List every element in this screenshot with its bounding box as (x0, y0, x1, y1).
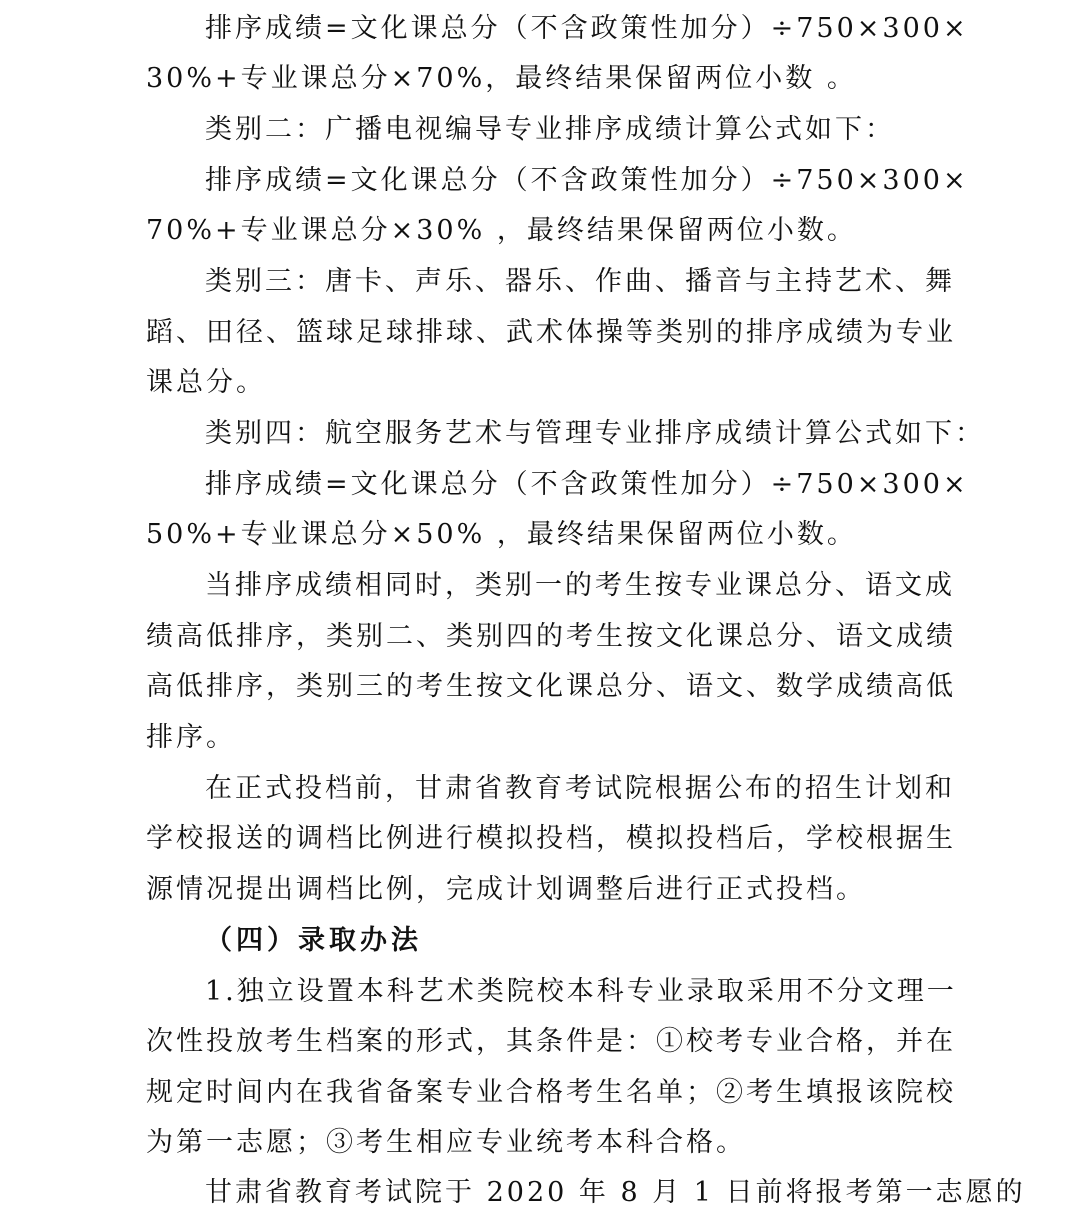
paragraph-line: 30%+专业课总分×70%，最终结果保留两位小数 。 (146, 63, 857, 94)
paragraph-line: 1.独立设置本科艺术类院校本科专业录取采用不分文理一 (205, 976, 957, 1007)
paragraph-line: 绩高低排序，类别二、类别四的考生按文化课总分、语文成绩 (146, 621, 956, 652)
paragraph-line: 甘肃省教育考试院于 2020 年 8 月 1 日前将报考第一志愿的 (205, 1177, 1026, 1208)
paragraph-line: 排序成绩=文化课总分（不含政策性加分）÷750×300× (205, 165, 969, 196)
paragraph-line: 排序。 (146, 722, 236, 753)
paragraph-line: 排序成绩=文化课总分（不含政策性加分）÷750×300× (205, 13, 969, 44)
paragraph-line: 70%+专业课总分×30% ，最终结果保留两位小数。 (146, 215, 857, 246)
paragraph-line: 在正式投档前，甘肃省教育考试院根据公布的招生计划和 (205, 773, 955, 804)
paragraph-line: 排序成绩=文化课总分（不含政策性加分）÷750×300× (205, 469, 969, 500)
paragraph-line: 类别三：唐卡、声乐、器乐、作曲、播音与主持艺术、舞 (205, 266, 955, 297)
paragraph-line: 高低排序，类别三的考生按文化课总分、语文、数学成绩高低 (146, 671, 956, 702)
paragraph-line: 次性投放考生档案的形式，其条件是：①校考专业合格，并在 (146, 1026, 956, 1057)
paragraph-line: 50%+专业课总分×50% ，最终结果保留两位小数。 (146, 519, 857, 550)
paragraph-line: 类别二：广播电视编导专业排序成绩计算公式如下： (205, 114, 895, 145)
paragraph-line: 当排序成绩相同时，类别一的考生按专业课总分、语文成 (205, 570, 955, 601)
paragraph-line: 蹈、田径、篮球足球排球、武术体操等类别的排序成绩为专业 (146, 317, 956, 348)
paragraph-line: 规定时间内在我省备案专业合格考生名单；②考生填报该院校 (146, 1077, 956, 1108)
paragraph-line: 类别四：航空服务艺术与管理专业排序成绩计算公式如下： (205, 418, 985, 449)
paragraph-line: 为第一志愿；③考生相应专业统考本科合格。 (146, 1127, 746, 1158)
paragraph-line: 课总分。 (146, 367, 266, 398)
paragraph-line: 学校报送的调档比例进行模拟投档，模拟投档后，学校根据生 (146, 823, 956, 854)
paragraph-line: 源情况提出调档比例，完成计划调整后进行正式投档。 (146, 874, 866, 905)
section-heading: （四）录取办法 (205, 925, 422, 956)
